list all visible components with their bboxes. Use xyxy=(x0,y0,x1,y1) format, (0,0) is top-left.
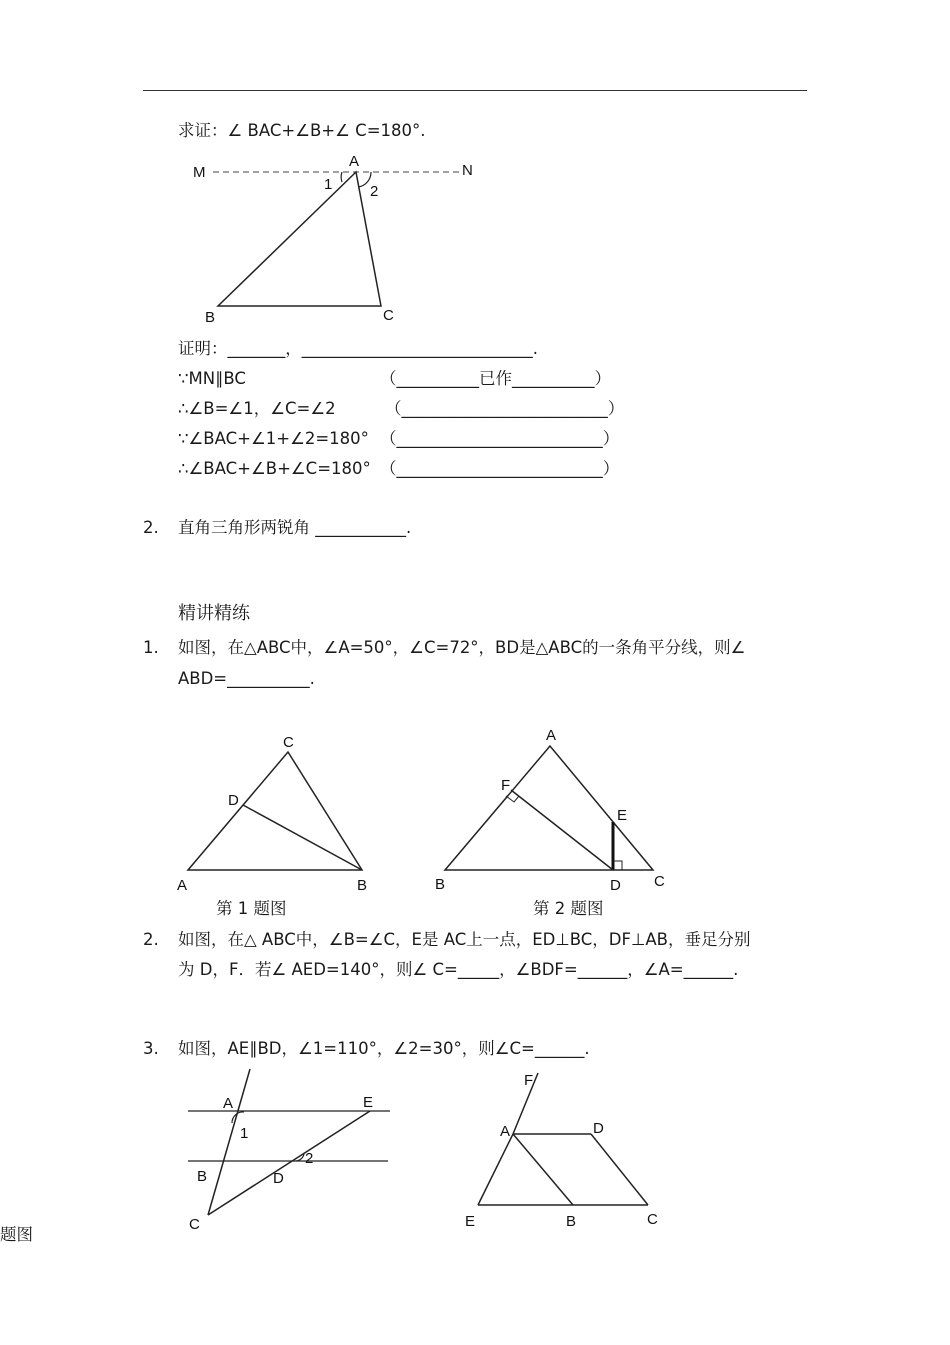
fig2-label-e: E xyxy=(617,807,628,824)
proof-figure xyxy=(185,148,515,330)
fig2-label-a: A xyxy=(546,727,557,744)
ex2-number: 2. xyxy=(143,930,159,949)
fig4-segment-dc xyxy=(591,1134,648,1205)
proof-reason-1: （__________已作__________） xyxy=(380,369,611,388)
proof-line-1: ∵MN∥BC xyxy=(178,369,246,388)
fig4-label-e: E xyxy=(465,1213,476,1230)
fig3-label-a: A xyxy=(223,1095,234,1112)
ex1-number: 1. xyxy=(143,638,159,657)
fig2-label-d: D xyxy=(610,877,621,892)
triangle-abc xyxy=(218,172,381,306)
fig4-label-a: A xyxy=(500,1123,511,1140)
fig4-segment-ab xyxy=(513,1134,573,1205)
fig4-label-d: D xyxy=(593,1120,604,1137)
proof-line-3: ∵∠BAC+∠1+∠2=180° xyxy=(178,429,369,448)
fig3-label-c: C xyxy=(189,1216,200,1233)
fig2-caption: 第 2 题图 xyxy=(533,899,604,918)
proof-statement: 求证：∠ BAC+∠B+∠ C=180°. xyxy=(178,121,426,140)
section-title: 精讲精练 xyxy=(178,603,250,624)
label-m: M xyxy=(193,164,206,181)
label-angle-1: 1 xyxy=(324,176,333,193)
proof-reason-3: （_________________________） xyxy=(380,429,620,448)
margin-note: 题图 xyxy=(0,1225,33,1244)
ex1-text: 如图，在△ABC中，∠A=50°，∠C=72°，BD是△ABC的一条角平分线，则∠ xyxy=(178,638,746,657)
fig3-label-1: 1 xyxy=(240,1125,249,1142)
figure-1 xyxy=(170,728,400,893)
proof-reason-2: （_________________________） xyxy=(385,399,625,418)
label-n: N xyxy=(462,162,473,179)
fig4-label-f: F xyxy=(524,1072,534,1089)
fig4-label-c: C xyxy=(647,1211,658,1228)
ex1-text-cont: ABD=__________. xyxy=(178,669,315,688)
fig2-label-f: F xyxy=(501,777,511,794)
fig3-angle-1-arc xyxy=(232,1112,244,1123)
fig4-label-b: B xyxy=(566,1213,577,1230)
fig3-line-ac xyxy=(208,1069,250,1215)
fig1-label-d: D xyxy=(228,792,239,809)
ex3-text: 如图，AE∥BD，∠1=110°，∠2=30°，则∠C=______. xyxy=(178,1039,590,1058)
fig4-segment-ae xyxy=(478,1134,513,1205)
fig2-label-c: C xyxy=(654,873,665,890)
fig1-triangle xyxy=(188,752,362,870)
proof-line-2: ∴∠B=∠1，∠C=∠2 xyxy=(178,399,336,418)
figure-3 xyxy=(180,1065,400,1235)
proof-line-4: ∴∠BAC+∠B+∠C=180° xyxy=(178,459,371,478)
q2-text: 直角三角形两锐角 ___________. xyxy=(178,518,412,537)
fig1-label-c: C xyxy=(283,734,294,751)
label-a: A xyxy=(349,153,360,170)
ex2-text-cont: 为 D，F．若∠ AED=140°，则∠ C=_____，∠BDF=______，∠A=______. xyxy=(178,960,739,979)
fig1-caption: 第 1 题图 xyxy=(216,899,287,918)
label-b: B xyxy=(205,309,216,326)
fig1-label-a: A xyxy=(177,877,188,893)
ex2-text: 如图，在△ ABC中，∠B=∠C，E是 AC上一点，ED⊥BC，DF⊥AB，垂足分别 xyxy=(178,930,751,949)
fig2-segment-df xyxy=(511,790,613,870)
header-rule xyxy=(143,90,807,91)
fig2-right-angle-f xyxy=(506,796,519,802)
figure-2 xyxy=(430,722,675,892)
q2-number: 2. xyxy=(143,518,159,537)
fig3-line-ce xyxy=(208,1111,370,1215)
proof-header: 证明：_______，____________________________. xyxy=(178,339,538,358)
fig3-label-2: 2 xyxy=(305,1150,314,1167)
fig3-label-d: D xyxy=(273,1170,284,1187)
label-c: C xyxy=(383,307,394,324)
fig3-label-e: E xyxy=(363,1094,374,1111)
proof-reason-4: （_________________________） xyxy=(380,459,620,478)
fig1-segment-bd xyxy=(243,805,362,870)
fig3-label-b: B xyxy=(197,1168,208,1185)
label-angle-2: 2 xyxy=(370,183,379,200)
fig1-label-b: B xyxy=(357,877,368,893)
figure-4 xyxy=(455,1065,670,1235)
ex3-number: 3. xyxy=(143,1039,159,1058)
angle-1-arc xyxy=(341,172,342,182)
fig2-label-b: B xyxy=(435,876,446,892)
